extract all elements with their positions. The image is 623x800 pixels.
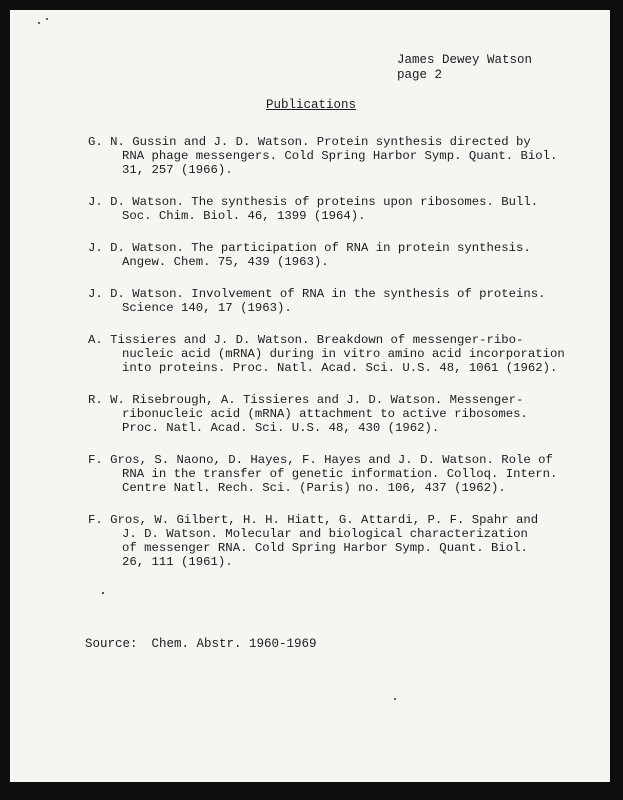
reference-line: Soc. Chim. Biol. 46, 1399 (1964).: [122, 209, 366, 223]
reference-2: [88, 195, 568, 223]
reference-line: nucleic acid (mRNA) during in vitro amino acid incorporation: [122, 347, 565, 361]
page-number: page 2: [397, 68, 443, 82]
author-name: James Dewey Watson: [397, 53, 533, 67]
source-note: [85, 637, 317, 651]
reference-line: 31, 257 (1966).: [122, 163, 233, 177]
reference-line: RNA phage messengers. Cold Spring Harbor Symp. Quant. Biol.: [122, 149, 558, 163]
reference-line: into proteins. Proc. Natl. Acad. Sci. U.S. 48, 1061 (1962).: [122, 361, 558, 375]
reference-7: [88, 453, 568, 495]
reference-line: J. D. Watson. The participation of RNA in protein synthesis.: [88, 241, 531, 255]
reference-line: 26, 111 (1961).: [122, 555, 233, 569]
reference-3: [88, 241, 568, 269]
reference-line: RNA in the transfer of genetic information. Colloq. Intern.: [122, 467, 558, 481]
reference-line: Angew. Chem. 75, 439 (1963).: [122, 255, 329, 269]
source-label: Source:: [85, 637, 138, 651]
reference-4: [88, 287, 568, 315]
reference-line: G. N. Gussin and J. D. Watson. Protein synthesis directed by: [88, 135, 531, 149]
publications-title: Publications: [266, 98, 357, 112]
scan-speck: [102, 592, 104, 594]
reference-line: Science 140, 17 (1963).: [122, 301, 292, 315]
scan-speck: [38, 22, 40, 24]
reference-line: R. W. Risebrough, A. Tissieres and J. D. Watson. Messenger-: [88, 393, 524, 407]
page-header: [397, 53, 532, 83]
reference-8: [88, 513, 568, 569]
reference-6: [88, 393, 568, 435]
reference-line: Centre Natl. Rech. Sci. (Paris) no. 106, 437 (1962).: [122, 481, 506, 495]
reference-line: of messenger RNA. Cold Spring Harbor Symp. Quant. Biol.: [122, 541, 528, 555]
reference-line: J. D. Watson. Molecular and biological characterization: [122, 527, 528, 541]
reference-line: A. Tissieres and J. D. Watson. Breakdown of messenger-ribo-: [88, 333, 524, 347]
source-value: Chem. Abstr. 1960-1969: [151, 637, 317, 651]
reference-line: ribonucleic acid (mRNA) attachment to active ribosomes.: [122, 407, 528, 421]
document-page: [10, 10, 610, 782]
scan-speck: [394, 698, 396, 700]
reference-line: Proc. Natl. Acad. Sci. U.S. 48, 430 (1962).: [122, 421, 440, 435]
reference-line: F. Gros, W. Gilbert, H. H. Hiatt, G. Attardi, P. F. Spahr and: [88, 513, 539, 527]
reference-line: J. D. Watson. The synthesis of proteins upon ribosomes. Bull.: [88, 195, 539, 209]
reference-line: J. D. Watson. Involvement of RNA in the synthesis of proteins.: [88, 287, 546, 301]
reference-1: [88, 135, 568, 177]
scan-speck: [46, 18, 48, 20]
reference-list: [88, 135, 568, 587]
reference-line: F. Gros, S. Naono, D. Hayes, F. Hayes and J. D. Watson. Role of: [88, 453, 553, 467]
reference-5: [88, 333, 568, 375]
